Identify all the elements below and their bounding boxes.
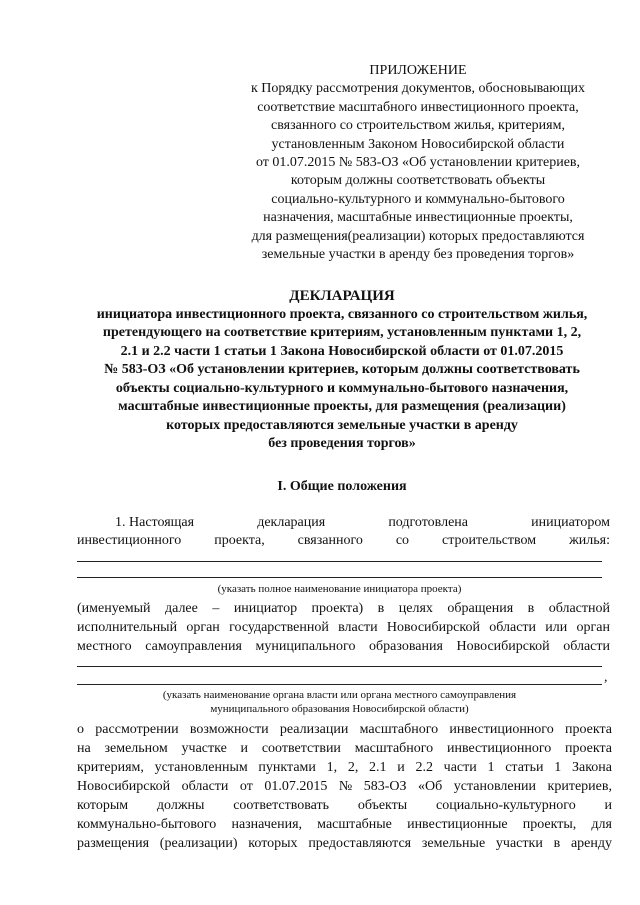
declaration-line: 2.1 и 2.2 части 1 статьи 1 Закона Новосибирской области от 01.07.2015 [120, 343, 564, 359]
word: строительством [442, 533, 537, 548]
fill-line-initiator-2[interactable] [77, 577, 602, 578]
word: жилья: [569, 533, 610, 548]
word: связанного [297, 533, 363, 548]
paragraph-3-line [77, 759, 612, 777]
appendix-line: от 01.07.2015 № 583-ОЗ «Об установлении критериев, [255, 155, 581, 171]
line-text: исполнительный орган государственной власти Новосибирской области или орган [77, 620, 610, 635]
declaration-title: ДЕКЛАРАЦИЯ [289, 288, 395, 304]
word: подготовлена [388, 515, 468, 530]
hint-initiator-name: (указать полное наименование инициатора проекта) [217, 583, 462, 595]
paragraph-2-line-2 [77, 619, 610, 637]
paragraph-2-line-3 [77, 638, 610, 656]
line-text: местного самоуправления муниципального образования Новосибирской области [77, 639, 610, 654]
appendix-line: социально-культурного и коммунально-бытового [271, 191, 565, 207]
word: инвестиционного [77, 533, 182, 548]
line-text: о рассмотрении возможности реализации масштабного инвестиционного проекта [77, 722, 612, 737]
appendix-header [232, 62, 604, 264]
line-text: которым должны соответствовать объекты социально-культурного и [77, 798, 612, 813]
fill-line-initiator-1[interactable] [77, 561, 602, 562]
word: со [395, 533, 410, 548]
line-text: (именуемый далее – инициатор проекта) в целях обращения в областной [77, 601, 610, 616]
fill-line-authority-2[interactable] [77, 684, 602, 685]
paragraph-3-line [77, 797, 612, 815]
declaration-line: масштабные инвестиционные проекты, для размещения (реализации) [118, 399, 566, 414]
paragraph-3-line [77, 721, 612, 739]
word: декларация [257, 515, 326, 530]
declaration-line: инициатора инвестиционного проекта, связанного со строительством жилья, [96, 306, 588, 322]
appendix-line: связанного со строительством жилья, критериям, [271, 118, 565, 134]
word: проекта, [214, 533, 265, 548]
paragraph-3-line [77, 835, 612, 853]
declaration-line: которых предоставляются земельные участки в аренду [166, 417, 518, 433]
paragraph-3-line [77, 740, 612, 758]
line-text: Новосибирской области от 01.07.2015 № 583-ОЗ «Об установлении критериев, [77, 779, 612, 794]
line-text: размещения (реализации) которых предоставляются земельные участки в аренду [77, 836, 612, 851]
paragraph-3-line [77, 778, 612, 796]
line-text: критериям, установленным пунктами 1, 2, 2.1 и 2.2 части 1 статьи 1 Закона [77, 760, 612, 775]
paragraph-3-line [77, 816, 612, 834]
section-title: I. Общие положения [277, 479, 407, 494]
declaration-line: без проведения торгов» [268, 436, 416, 451]
appendix-line: установленным Законом Новосибирской области [271, 136, 565, 152]
paragraph-1-line-2 [77, 532, 610, 550]
declaration-heading [70, 287, 614, 454]
appendix-line: для размещения(реализации) которых предоставляются [251, 228, 585, 244]
appendix-line: к Порядку рассмотрения документов, обосновывающих [250, 81, 586, 97]
appendix-line: соответствие масштабного инвестиционного проекта, [257, 99, 579, 115]
declaration-line: претендующего на соответствие критериям, установленным пунктами 1, 2, [102, 325, 582, 340]
hint-authority-line-2: муниципального образования Новосибирской области) [210, 703, 469, 715]
comma: , [604, 670, 608, 685]
declaration-line: № 583-ОЗ «Об установлении критериев, которым должны соответствовать [104, 362, 580, 377]
word: 1. Настоящая [115, 515, 195, 530]
paragraph-2-line-1 [77, 600, 610, 618]
line-text: коммунально-бытового назначения, масштабные инвестиционные проекты, для [77, 817, 612, 832]
appendix-line: которым должны соответствовать объекты [290, 173, 546, 189]
appendix-title: ПРИЛОЖЕНИЕ [369, 63, 467, 78]
declaration-line: объекты социально-культурного и коммунально-бытового назначения, [115, 380, 569, 396]
paragraph-1-line-1 [115, 514, 610, 532]
appendix-line: земельные участки в аренду без проведения торгов» [261, 247, 575, 263]
line-text: на земельном участке и соответствии масштабного инвестиционного проекта [77, 741, 612, 756]
word: инициатором [531, 515, 610, 530]
hint-authority-line-1: (указать наименование органа власти или органа местного самоуправления [162, 689, 517, 701]
appendix-line: назначения, масштабные инвестиционные проекты, [263, 210, 573, 226]
fill-line-authority-1[interactable] [77, 666, 602, 667]
